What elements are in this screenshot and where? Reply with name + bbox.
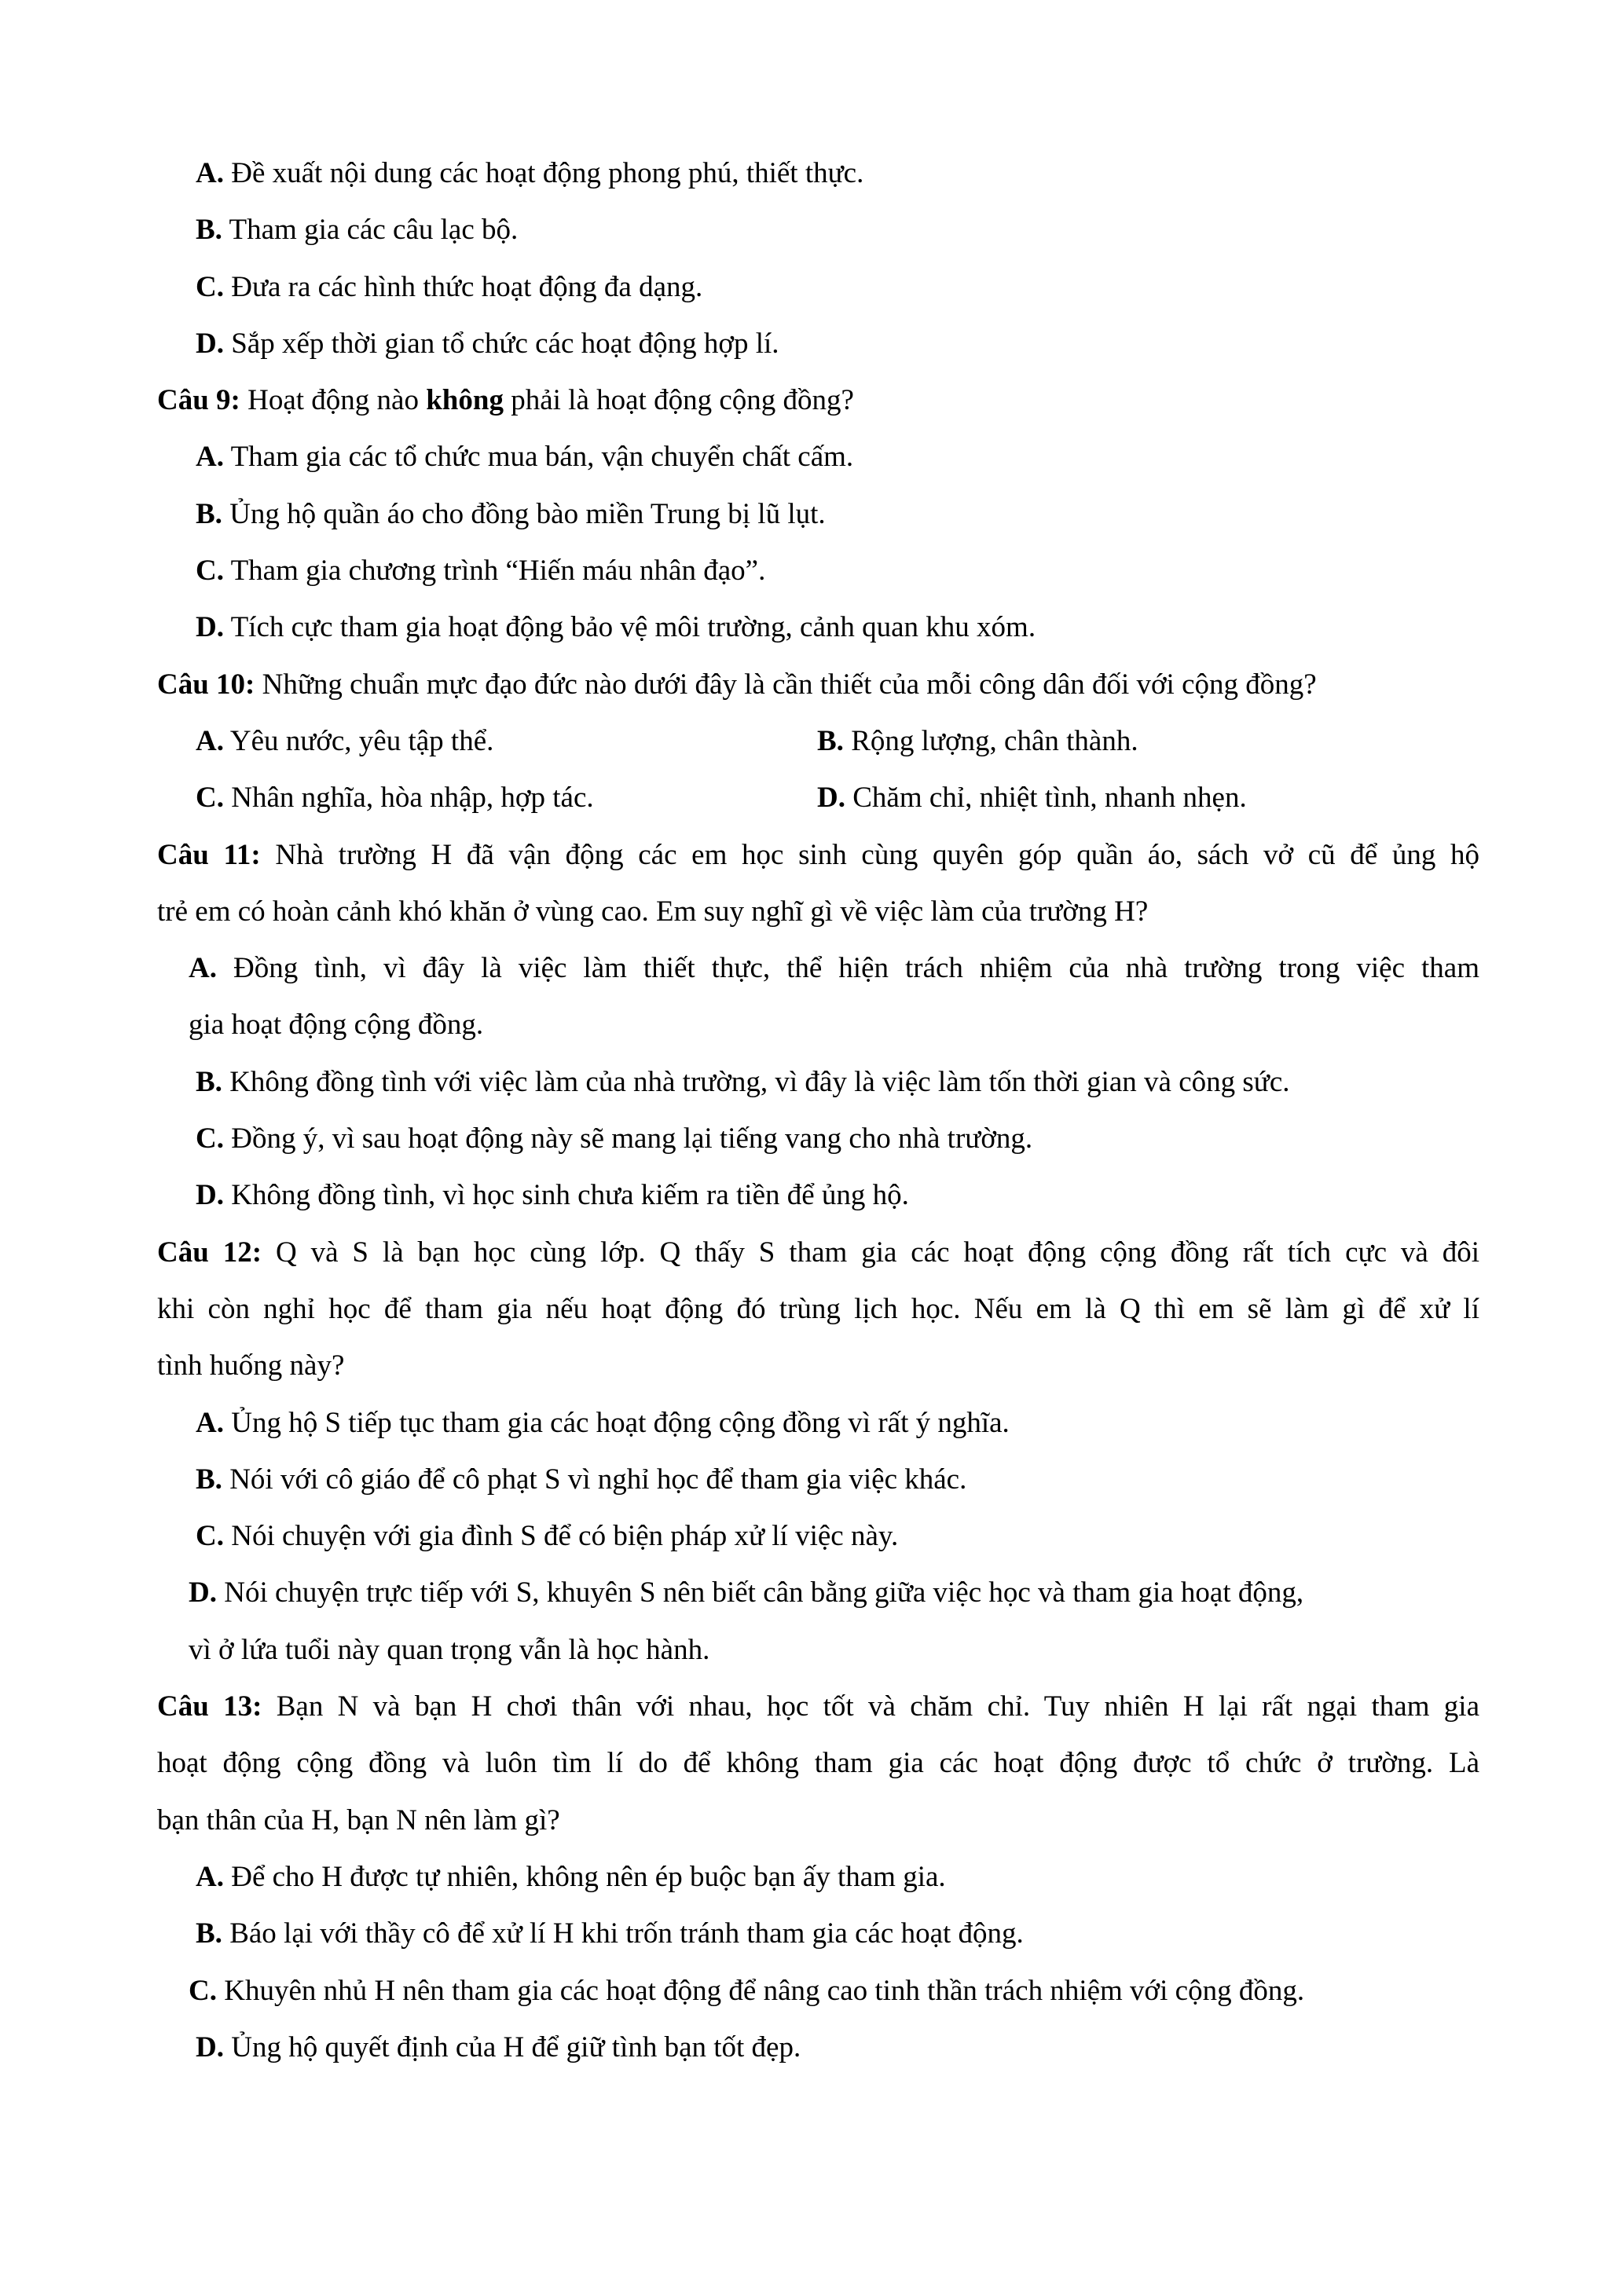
option-letter: C. (196, 1122, 224, 1155)
q10-question (0, 657, 1479, 713)
q9-question (0, 372, 1479, 429)
question-text: tình huống này? (157, 1349, 345, 1382)
q12-question-line-1 (0, 1225, 1479, 1281)
q11-option-c (0, 1111, 1624, 1167)
option-text: Tham gia các tổ chức mua bán, vận chuyển chất cấm. (230, 441, 854, 474)
q8-option-b (0, 202, 1624, 258)
option-letter: D. (196, 611, 224, 644)
q13-question-line-1 (0, 1679, 1479, 1735)
q12-question-line-2 (0, 1281, 1479, 1338)
option-letter: D. (196, 1179, 224, 1212)
q8-option-c (0, 259, 1624, 316)
option-text: Đồng ý, vì sau hoạt động này sẽ mang lại tiếng vang cho nhà trường. (231, 1122, 1033, 1155)
q10-option-b (817, 713, 1138, 770)
q10-option-d (817, 770, 1247, 826)
option-text: Nhân nghĩa, hòa nhập, hợp tác. (231, 782, 594, 815)
option-letter: C. (196, 782, 224, 815)
option-letter: A. (196, 1406, 224, 1439)
question-text: trẻ em có hoàn cảnh khó khăn ở vùng cao. Em suy nghĩ gì về việc làm của trường H? (157, 895, 1149, 928)
option-letter: B. (196, 497, 222, 530)
q9-option-c (0, 543, 1624, 599)
q9-option-b (0, 486, 1624, 543)
option-letter: D. (196, 2031, 224, 2063)
question-label: Câu 12: (157, 1236, 262, 1269)
q11-option-d (0, 1167, 1624, 1224)
q10-option-a (196, 725, 493, 757)
q11-option-a (0, 940, 1479, 997)
option-text: Ủng hộ S tiếp tục tham gia các hoạt động cộng đồng vì rất ý nghĩa. (231, 1406, 1010, 1439)
question-text: hoạt động cộng đồng và luôn tìm lí do để không tham gia các hoạt động được tổ chức ở trường. Là (157, 1747, 1479, 1780)
q11-question-line-2 (0, 884, 1479, 940)
option-text: Nói chuyện với gia đình S để có biện pháp xử lí việc này. (231, 1520, 899, 1553)
question-text: Nhà trường H đã vận động các em học sinh cùng quyên góp quần áo, sách vở cũ để ủng hộ (275, 838, 1479, 871)
option-text: Sắp xếp thời gian tổ chức các hoạt động hợp lí. (231, 327, 779, 360)
option-text: Ủng hộ quyết định của H để giữ tình bạn tốt đẹp. (231, 2031, 801, 2063)
option-text: Đưa ra các hình thức hoạt động đa dạng. (231, 270, 703, 303)
question-text: khi còn nghỉ học để tham gia nếu hoạt động đó trùng lịch học. Nếu em là Q thì em sẽ làm gì để xử lí (157, 1292, 1479, 1325)
question-text: Q và S là bạn học cùng lớp. Q thấy S tham gia các hoạt động cộng đồng rất tích cực và đôi (275, 1236, 1479, 1269)
option-letter: D. (189, 1576, 217, 1609)
option-text: Tích cực tham gia hoạt động bảo vệ môi trường, cảnh quan khu xóm. (230, 611, 1036, 644)
option-letter: B. (196, 1917, 222, 1950)
question-label: Câu 11: (157, 838, 261, 871)
option-letter: A. (196, 157, 224, 189)
q12-option-a (0, 1395, 1624, 1452)
option-letter: C. (196, 270, 224, 303)
option-text: Không đồng tình, vì học sinh chưa kiếm ra tiền để ủng hộ. (231, 1179, 909, 1212)
q12-question-line-3 (0, 1338, 1479, 1394)
q12-option-b (0, 1452, 1624, 1508)
question-emphasis: không (426, 384, 504, 417)
option-text: Để cho H được tự nhiên, không nên ép buộc bạn ấy tham gia. (231, 1860, 946, 1893)
question-text: Bạn N và bạn H chơi thân với nhau, học tốt và chăm chỉ. Tuy nhiên H lại rất ngại tham gia (276, 1690, 1479, 1723)
q9-option-d (0, 599, 1624, 656)
q10-options-row-2 (0, 770, 1624, 826)
question-label: Câu 10: (157, 668, 255, 701)
option-text: Rộng lượng, chân thành. (851, 724, 1138, 757)
option-letter: B. (196, 214, 222, 247)
option-letter: D. (817, 782, 845, 815)
q8-option-d (0, 316, 1624, 372)
option-letter: B. (196, 1463, 222, 1496)
question-label: Câu 9: (157, 384, 240, 417)
option-letter: A. (189, 952, 217, 985)
q13-option-a (0, 1849, 1624, 1906)
q13-question-line-2 (0, 1735, 1479, 1792)
exam-page (0, 145, 1624, 2076)
option-letter: B. (196, 1065, 222, 1098)
q11-option-b (0, 1054, 1624, 1111)
q11-question-line-1 (0, 827, 1479, 884)
question-text: bạn thân của H, bạn N nên làm gì? (157, 1803, 560, 1836)
option-text: Chăm chỉ, nhiệt tình, nhanh nhẹn. (852, 782, 1247, 815)
question-text: Những chuẩn mực đạo đức nào dưới đây là cần thiết của mỗi công dân đối với cộng đồng? (262, 668, 1317, 701)
option-text: Nói với cô giáo để cô phạt S vì nghỉ học để tham gia việc khác. (229, 1463, 967, 1496)
q13-option-d (0, 2020, 1624, 2076)
option-text: Không đồng tình với việc làm của nhà trường, vì đây là việc làm tốn thời gian và công sức. (229, 1065, 1290, 1098)
question-text: Hoạt động nào (247, 384, 419, 417)
option-letter: A. (196, 441, 224, 474)
question-label: Câu 13: (157, 1690, 262, 1723)
q10-options-row-1 (0, 713, 1624, 770)
q12-option-d (0, 1565, 1624, 1621)
option-text: Yêu nước, yêu tập thể. (229, 724, 494, 757)
option-text: vì ở lứa tuổi này quan trọng vẫn là học hành. (189, 1633, 710, 1666)
q12-option-d-continued (0, 1622, 1624, 1679)
q11-option-a-continued (0, 997, 1624, 1053)
option-letter: C. (196, 555, 224, 588)
option-letter: A. (196, 724, 224, 757)
q13-option-b (0, 1906, 1624, 1962)
option-text: gia hoạt động cộng đồng. (189, 1009, 484, 1042)
option-letter: A. (196, 1860, 224, 1893)
q12-option-c (0, 1508, 1624, 1565)
option-text: Tham gia các câu lạc bộ. (229, 214, 519, 247)
option-letter: D. (196, 327, 224, 360)
option-letter: C. (196, 1520, 224, 1553)
option-text: Đề xuất nội dung các hoạt động phong phú, thiết thực. (231, 157, 864, 189)
option-text: Ủng hộ quần áo cho đồng bào miền Trung bị lũ lụt. (229, 497, 826, 530)
option-text: Nói chuyện trực tiếp với S, khuyên S nên biết cân bằng giữa việc học và tham gia hoạt động, (224, 1576, 1304, 1609)
q10-option-c (196, 782, 594, 814)
option-letter: B. (817, 724, 844, 757)
q13-option-c (0, 1963, 1624, 2020)
q9-option-a (0, 429, 1624, 485)
q13-question-line-3 (0, 1792, 1479, 1849)
question-text: phải là hoạt động cộng đồng? (511, 384, 854, 417)
option-text: Đồng tình, vì đây là việc làm thiết thực, thể hiện trách nhiệm của nhà trường trong việc tham (233, 952, 1479, 985)
option-text: Tham gia chương trình “Hiến máu nhân đạo”. (230, 555, 766, 588)
option-text: Báo lại với thầy cô để xử lí H khi trốn tránh tham gia các hoạt động. (229, 1917, 1024, 1950)
q8-option-a (0, 145, 1624, 202)
option-text: Khuyên nhủ H nên tham gia các hoạt động để nâng cao tinh thần trách nhiệm với cộng đồng. (224, 1974, 1305, 2007)
option-letter: C. (189, 1974, 217, 2007)
